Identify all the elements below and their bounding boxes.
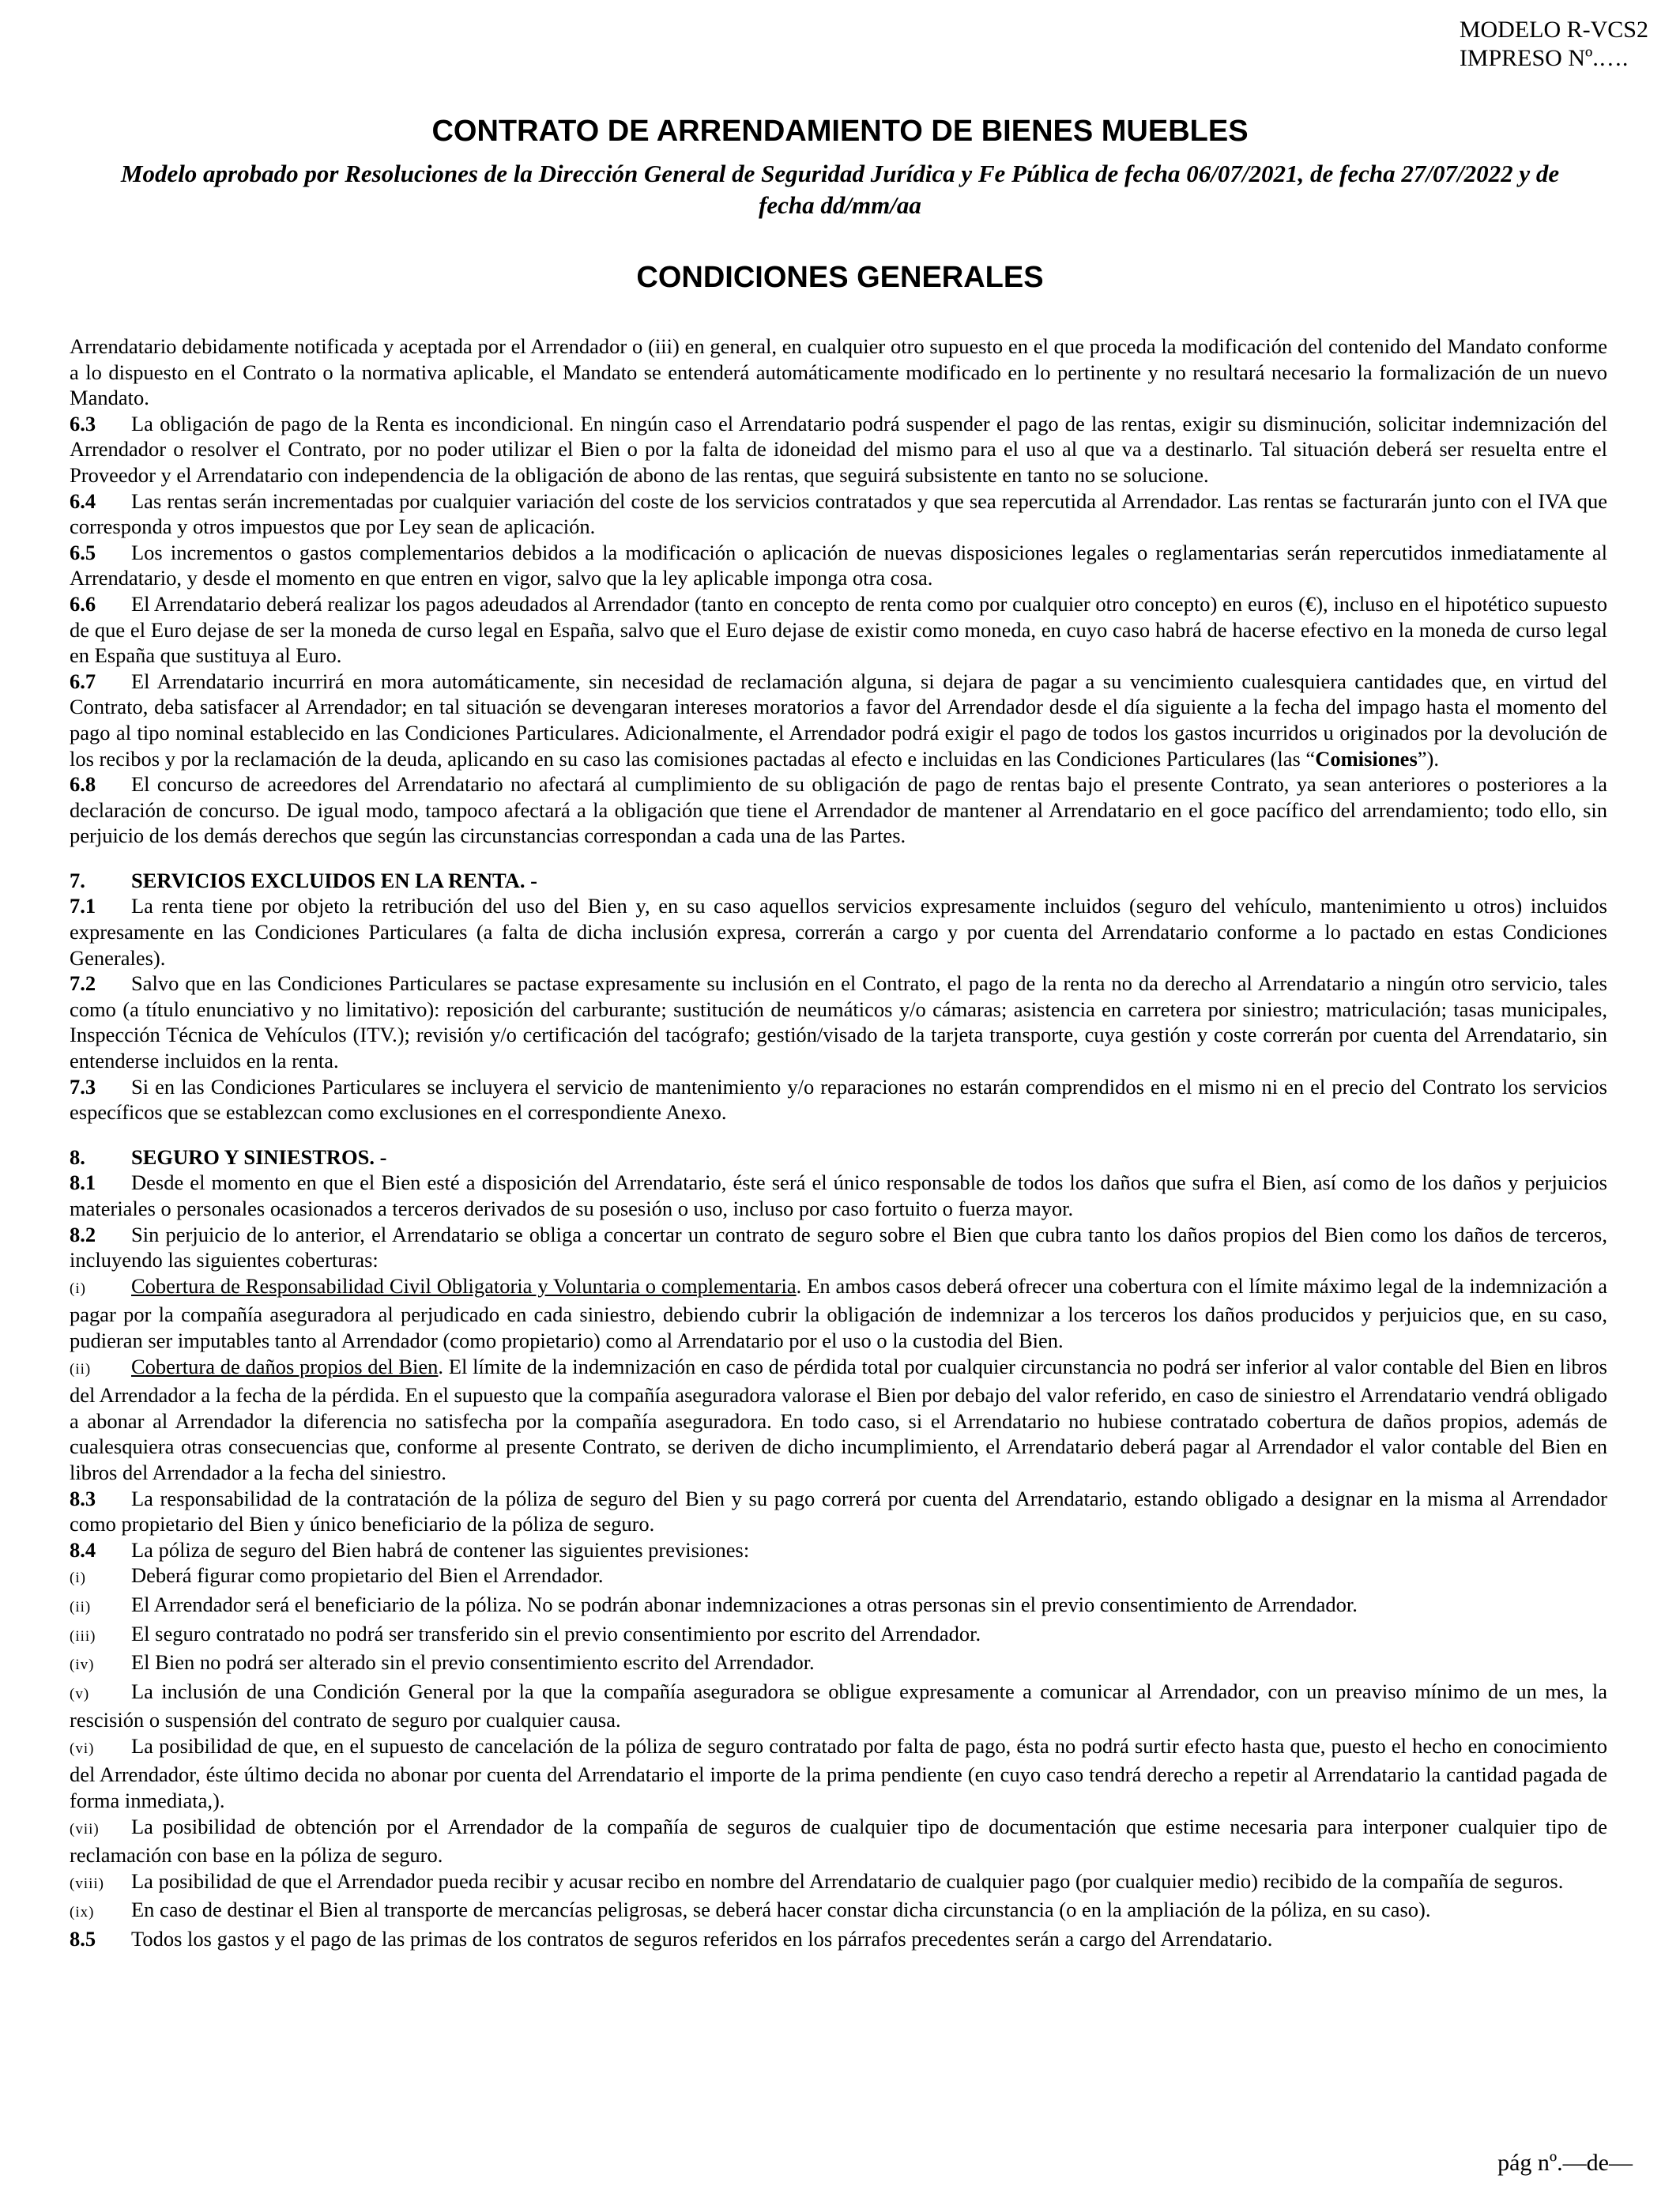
- item-text: La posibilidad de obtención por el Arrendador de la compañía de seguros de cualquier tipo de documentación que estime necesaria para interponer cualquier tipo de reclamación con base en la póliza de seguro.: [70, 1814, 1607, 1868]
- clause-number: 6.7: [70, 669, 96, 693]
- document-subtitle: Modelo aprobado por Resoluciones de la Dirección General de Seguridad Jurídica y Fe Pública de fecha 06/07/2021, de fecha 27/07/2022 y de fecha dd/mm/aa: [120, 160, 1560, 219]
- item-number: (viii): [70, 1875, 104, 1892]
- clause-8-3: [70, 1486, 1607, 1537]
- item-text: . En ambos casos deberá ofrecer una cobertura con el límite máximo legal de la indemnización a pagar por la compañía aseguradora al perjudicado en cada siniestro, debiendo cubrir la obligación de indemnizar a los terceros los daños producidos y perjuicios que, en su caso, pudieran ser imputables tanto al Arrendador (como propietario) como al Arrendatario por el uso o la custodia del Bien.: [70, 1273, 1607, 1352]
- model-code: MODELO R-VCS2: [1459, 17, 1648, 43]
- item-text: Deberá figurar como propietario del Bien el Arrendador.: [131, 1563, 604, 1588]
- clause-8-4-item-vi: [70, 1733, 1607, 1814]
- item-number: (v): [70, 1685, 90, 1702]
- item-text: En caso de destinar el Bien al transporte de mercancías peligrosas, se deberá hacer constar dicha circunstancia (o en la ampliación de la póliza, en su caso).: [131, 1898, 1431, 1922]
- page-number: pág nº.—de—: [1497, 2150, 1633, 2176]
- clause-8-4-item-viii: [70, 1868, 1607, 1898]
- clause-8-2-item-ii: [70, 1354, 1607, 1486]
- clause-7-3: [70, 1074, 1607, 1125]
- section-heading-text: SEGURO Y SINIESTROS. -: [131, 1144, 387, 1169]
- clause-8-4-item-v: [70, 1679, 1607, 1733]
- clause-6-8: [70, 771, 1607, 849]
- clause-8-4-item-i: [70, 1563, 1607, 1592]
- document-header: [1460, 16, 1648, 73]
- clause-text: El Arrendatario incurrirá en mora automáticamente, sin necesidad de reclamación alguna, si dejara de pagar a su vencimiento cualesquiera cantidades que, en virtud del Contrato, deba satisfacer al Arrendador; en tal situación se devengaran intereses moratorios a favor del Arrendador desde el día siguiente a la fecha del impago hasta el momento del pago al tipo nominal establecido en las Condiciones Particulares. Adicionalmente, el Arrendador podrá exigir el pago de todos los gastos incurridos u originados por la devolución de los recibos y por la reclamación de la deuda, aplicando en su caso las comisiones pactadas al efecto e incluidas en las Condiciones Particulares (las “: [70, 669, 1607, 771]
- clause-number: 6.3: [70, 411, 96, 435]
- item-text: El seguro contratado no podrá ser transferido sin el previo consentimiento por escrito del Arrendador.: [131, 1621, 981, 1646]
- section-number: 8.: [70, 1144, 85, 1169]
- item-number: (iii): [70, 1627, 96, 1645]
- item-number: (ii): [70, 1360, 92, 1378]
- section-8-heading: [70, 1144, 1607, 1171]
- clause-text: Todos los gastos y el pago de las primas de los contratos de seguros referidos en los párrafos precedentes serán a cargo del Arrendatario.: [131, 1927, 1273, 1951]
- clause-8-4-item-iv: [70, 1649, 1607, 1679]
- clause-text: La póliza de seguro del Bien habrá de contener las siguientes previsiones:: [131, 1537, 750, 1562]
- clause-6-4: [70, 488, 1607, 540]
- clause-8-5: [70, 1926, 1607, 1952]
- clause-8-2-item-i: [70, 1273, 1607, 1354]
- clause-8-4-item-vii: [70, 1814, 1607, 1868]
- item-number: (i): [70, 1280, 86, 1297]
- clause-8-2: [70, 1222, 1607, 1273]
- item-underlined: Cobertura de daños propios del Bien: [131, 1354, 439, 1378]
- clause-text: Los incrementos o gastos complementarios debidos a la modificación o aplicación de nuevas disposiciones legales o reglamentarias serán repercutidos inmediatamente al Arrendatario, y desde el momento en que entren en vigor, salvo que la ley aplicable imponga otra cosa.: [70, 540, 1607, 590]
- section-number: 7.: [70, 868, 85, 892]
- clause-text-after: ”).: [1417, 746, 1439, 771]
- clause-number: 8.4: [70, 1537, 96, 1562]
- item-number: (iv): [70, 1657, 95, 1674]
- item-text: La posibilidad de que, en el supuesto de cancelación de la póliza de seguro contratado por falta de pago, ésta no podrá surtir efecto hasta que, puesto el hecho en conocimiento del Arrendador, éste último decida no abonar por cuenta del Arrendatario el importe de la prima pendiente (en cuyo caso tendrá derecho a repetir al Arrendatario la cantidad pagada de forma inmediata,).: [70, 1733, 1607, 1813]
- intro-paragraph: Arrendatario debidamente notificada y aceptada por el Arrendador o (iii) en general, en cualquier otro supuesto en el que proceda la modificación del contenido del Mandato conforme a lo dispuesto en el Contrato o la normativa aplicable, el Mandato se entenderá automáticamente modificado en lo pertinente y no resultará necesario la formalización de un nuevo Mandato.: [70, 334, 1607, 410]
- print-number: IMPRESO Nº.….: [1459, 45, 1629, 71]
- clause-number: 8.2: [70, 1222, 96, 1246]
- item-text: El Bien no podrá ser alterado sin el previo consentimiento escrito del Arrendador.: [131, 1650, 815, 1675]
- clause-6-5: [70, 540, 1607, 591]
- item-underlined: Cobertura de Responsabilidad Civil Obligatoria y Voluntaria o complementaria: [131, 1273, 797, 1298]
- item-text: La inclusión de una Condición General por la que la compañía aseguradora se obligue expresamente a comunicar al Arrendador, con un preaviso mínimo de un mes, la rescisión o suspensión del contrato de seguro por cualquier causa.: [70, 1679, 1607, 1732]
- clause-number: 7.3: [70, 1074, 96, 1099]
- item-number: (vi): [70, 1740, 95, 1757]
- document-body: [70, 334, 1607, 1952]
- item-text: La posibilidad de que el Arrendador pueda recibir y acusar recibo en nombre del Arrendatario de cualquier pago (por cualquier medio) recibido de la compañía de seguros.: [131, 1868, 1564, 1893]
- clause-text: La renta tiene por objeto la retribución del uso del Bien y, en su caso aquellos servicios expresamente incluidos (seguro del vehículo, mantenimiento u otros) incluidos expresamente en las Condiciones Particulares (a falta de dicha inclusión expresa, correrán a cargo y por cuenta del Arrendatario conforme a lo pactado en estas Condiciones Generales).: [70, 894, 1607, 970]
- clause-text: El concurso de acreedores del Arrendatario no afectará al cumplimiento de su obligación de pago de rentas bajo el presente Contrato, ya sean anteriores o posteriores a la declaración de concurso. De igual modo, tampoco afectará a la obligación que tiene el Arrendador de mantener al Arrendatario en el goce pacífico del arrendamiento; todo ello, sin perjuicio de los demás derechos que según las circunstancias correspondan a cada una de las Partes.: [70, 772, 1607, 848]
- item-number: (ii): [70, 1598, 92, 1615]
- item-number: (ix): [70, 1904, 95, 1921]
- clause-8-4-item-ii: [70, 1592, 1607, 1621]
- section-title: CONDICIONES GENERALES: [636, 261, 1044, 294]
- clause-number: 7.1: [70, 894, 96, 918]
- clause-text: La responsabilidad de la contratación de la póliza de seguro del Bien y su pago correrá por cuenta del Arrendatario, estando obligado a designar en la misma al Arrendador como propietario del Bien y único beneficiario de la póliza de seguro.: [70, 1486, 1607, 1536]
- clause-number: 6.8: [70, 772, 96, 797]
- clause-number: 6.5: [70, 540, 96, 564]
- document-title: CONTRATO DE ARRENDAMIENTO DE BIENES MUEBLES: [431, 115, 1249, 148]
- item-text: . El límite de la indemnización en caso de pérdida total por cualquier circunstancia no podrá ser inferior al valor contable del Bien en libros del Arrendador a la fecha de la pérdida. En el supuesto que la compañía aseguradora valorase el Bien por debajo del valor referido, en caso de siniestro el Arrendatario vendrá obligado a abonar al Arrendador la diferencia no satisfecha por la compañía aseguradora. En todo caso, si el Arrendatario no hubiese contratado cobertura de daños propios, además de cualesquiera otras consecuencias que, conforme al presente Contrato, se deriven de dicho incumplimiento, el Arrendatario deberá pagar al Arrendador el valor contable del Bien en libros del Arrendador a la fecha del siniestro.: [70, 1354, 1607, 1484]
- clause-text: El Arrendatario deberá realizar los pagos adeudados al Arrendador (tanto en concepto de renta como por cualquier otro concepto) en euros (€), incluso en el hipotético supuesto de que el Euro dejase de ser la moneda de curso legal en España, salvo que el Euro dejase de existir como moneda, en cuyo caso habrá de hacerse efectivo en la moneda de curso legal en España que sustituya al Euro.: [70, 591, 1607, 668]
- clause-8-4: [70, 1537, 1607, 1563]
- clause-text: La obligación de pago de la Renta es incondicional. En ningún caso el Arrendatario podrá suspender el pago de las rentas, exigir su disminución, solicitar indemnización del Arrendador o resolver el Contrato, por no poder utilizar el Bien o por la falta de idoneidad del mismo para el uso al que va a destinarlo. Tal situación deberá ser resuelta entre el Proveedor y el Arrendatario con independencia de la obligación de abono de las rentas, que seguirá subsistente en tanto no se solucione.: [70, 411, 1607, 487]
- clause-text: Las rentas serán incrementadas por cualquier variación del coste de los servicios contratados y que sea repercutida al Arrendador. Las rentas se facturarán junto con el IVA que corresponda y otros impuestos que por Ley sean de aplicación.: [70, 488, 1607, 539]
- clause-8-4-item-ix: [70, 1897, 1607, 1926]
- clause-number: 6.6: [70, 591, 96, 616]
- clause-text: Si en las Condiciones Particulares se incluyera el servicio de mantenimiento y/o reparaciones no estarán comprendidos en el mismo ni en el precio del Contrato los servicios específicos que se establezcan como exclusiones en el correspondiente Anexo.: [70, 1074, 1607, 1125]
- clause-8-4-item-iii: [70, 1621, 1607, 1650]
- item-number: (vii): [70, 1820, 100, 1838]
- item-text: El Arrendador será el beneficiario de la póliza. No se podrán abonar indemnizaciones a otras personas sin el previo consentimiento de Arrendador.: [131, 1592, 1358, 1616]
- clause-number: 8.5: [70, 1927, 96, 1951]
- clause-number: 8.1: [70, 1171, 96, 1195]
- clause-text: Desde el momento en que el Bien esté a disposición del Arrendatario, éste será el único responsable de todos los daños que sufra el Bien, así como de los daños y perjuicios materiales o personales ocasionados a terceros derivados de su posesión o uso, incluso por caso fortuito o fuerza mayor.: [70, 1171, 1607, 1220]
- clause-7-2: [70, 971, 1607, 1073]
- clause-6-7: [70, 669, 1607, 771]
- clause-bold-term: Comisiones: [1315, 746, 1418, 771]
- clause-8-1: [70, 1170, 1607, 1221]
- clause-number: 8.3: [70, 1486, 96, 1510]
- clause-number: 6.4: [70, 488, 96, 513]
- clause-number: 7.2: [70, 971, 96, 996]
- clause-text: Salvo que en las Condiciones Particulares se pactase expresamente su inclusión en el Contrato, el pago de la renta no da derecho al Arrendatario a ningún otro servicio, tales como (a título enunciativo y no limitativo): reposición del carburante; sustitución de neumáticos y/o cámaras; asistencia en carretera por siniestro; matriculación; tasas municipales, Inspección Técnica de Vehículos (ITV.); revisión y/o certificación del tacógrafo; gestión/visado de la tarjeta transporte, cuya gestión y coste correrán por cuenta del Arrendatario, sin entenderse incluidos en la renta.: [70, 971, 1607, 1073]
- clause-6-6: [70, 591, 1607, 669]
- clause-text: Sin perjuicio de lo anterior, el Arrendatario se obliga a concertar un contrato de seguro sobre el Bien que cubra tanto los daños propios del Bien como los daños de terceros, incluyendo las siguientes coberturas:: [70, 1222, 1607, 1272]
- clause-6-3: [70, 411, 1607, 488]
- item-number: (i): [70, 1570, 86, 1587]
- section-7-heading: [70, 868, 1607, 894]
- section-heading-text: SERVICIOS EXCLUIDOS EN LA RENTA. -: [131, 868, 537, 892]
- clause-7-1: [70, 893, 1607, 971]
